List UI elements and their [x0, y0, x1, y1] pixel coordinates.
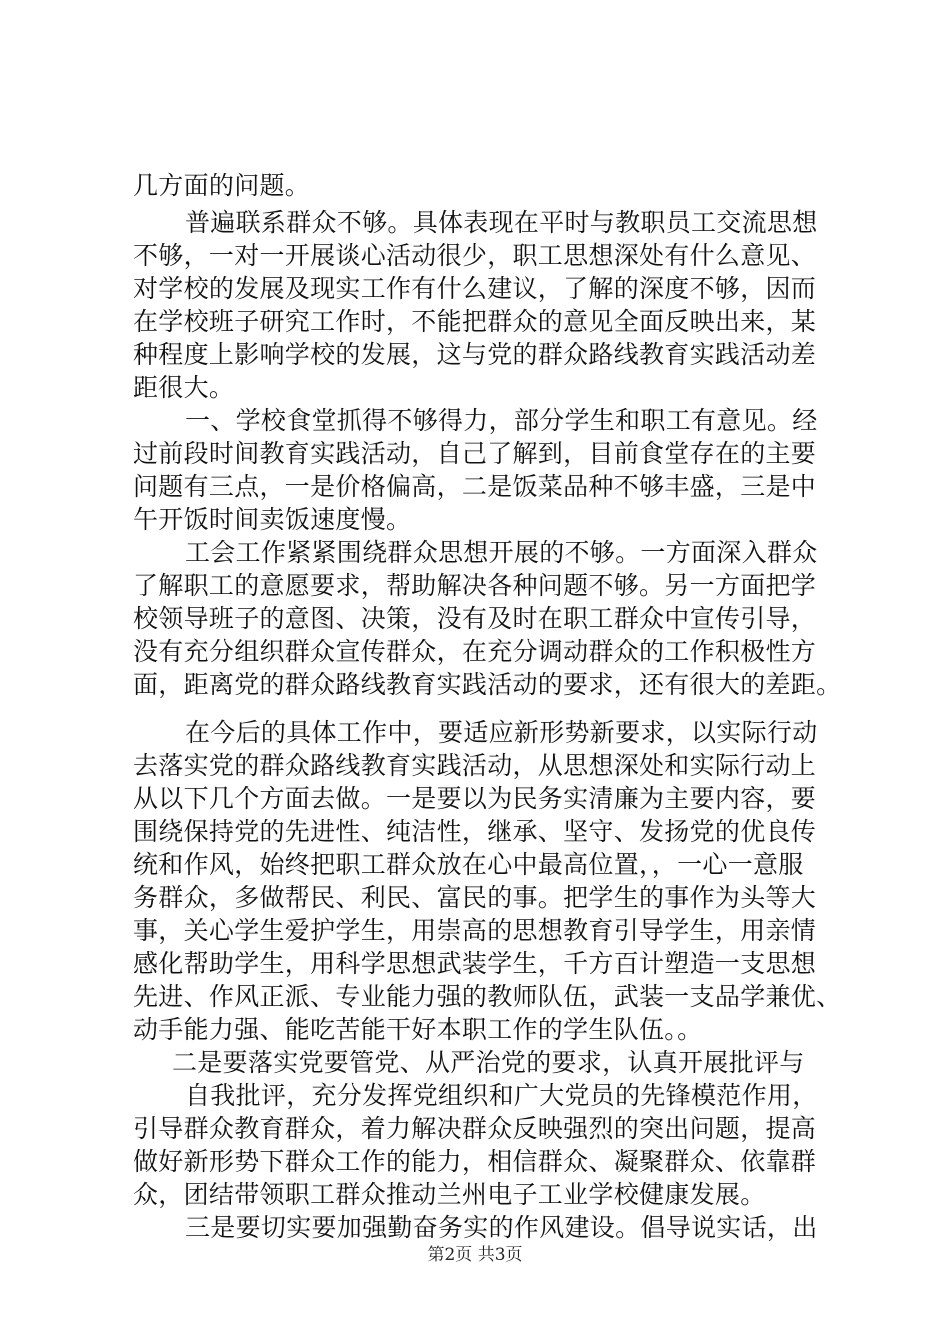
text-line: 面，距离党的群众路线教育实践活动的要求，还有很大的差距。 — [133, 670, 842, 699]
text-line: 去落实党的群众路线教育实践活动，从思想深处和实际行动上 — [133, 751, 817, 780]
text-line: 自我批评，充分发挥党组织和广大党员的先锋模范作用， — [185, 1081, 818, 1110]
text-line: 务群众，多做帮民、利民、富民的事。把学生的事作为头等大 — [133, 883, 817, 912]
text-line: 了解职工的意愿要求，帮助解决各种问题不够。另一方面把学 — [133, 571, 817, 600]
text-line: 问题有三点，一是价格偏高，二是饭菜品种不够丰盛，三是中 — [133, 472, 817, 501]
text-line: 事，关心学生爱护学生，用崇高的思想教育引导学生，用亲情 — [133, 916, 817, 945]
text-line: 午开饭时间卖饭速度慢。 — [133, 505, 412, 534]
text-line: 动手能力强、能吃苦能干好本职工作的学生队伍。。 — [133, 1015, 703, 1044]
text-line: 没有充分组织群众宣传群众，在充分调动群众的工作积极性方 — [133, 637, 817, 666]
text-line: 距很大。 — [133, 373, 235, 402]
text-line: 工会工作紧紧围绕群众思想开展的不够。一方面深入群众 — [185, 538, 818, 567]
text-line: 二是要落实党要管党、从严治党的要求，认真开展批评与 — [172, 1048, 805, 1077]
text-line: 一、学校食堂抓得不够得力，部分学生和职工有意见。经 — [185, 406, 818, 435]
text-line: 不够，一对一开展谈心活动很少，职工思想深处有什么意见、 — [133, 241, 817, 270]
text-line: 过前段时间教育实践活动，自己了解到，目前食堂存在的主要 — [133, 439, 817, 468]
text-line: 对学校的发展及现实工作有什么建议，了解的深度不够，因而 — [133, 274, 817, 303]
text-line: 几方面的问题。 — [133, 171, 311, 200]
text-line: 引导群众教育群众，着力解决群众反映强烈的突出问题，提高 — [133, 1114, 817, 1143]
text-line: 普遍联系群众不够。具体表现在平时与教职员工交流思想 — [185, 208, 818, 237]
text-line: 种程度上影响学校的发展，这与党的群众路线教育实践活动差 — [133, 340, 817, 369]
text-line: 从以下几个方面去做。一是要以为民务实清廉为主要内容，要 — [133, 784, 817, 813]
text-line: 校领导班子的意图、决策，没有及时在职工群众中宣传引导， — [133, 604, 817, 633]
text-line: 在学校班子研究工作时，不能把群众的意见全面反映出来，某 — [133, 307, 817, 336]
text-line: 统和作风，始终把职工群众放在心中最高位置，，一心一意服 — [133, 850, 804, 879]
text-line: 先进、作风正派、专业能力强的教师队伍，武装一支品学兼优、 — [133, 982, 842, 1011]
text-line: 做好新形势下群众工作的能力，相信群众、凝聚群众、依靠群 — [133, 1147, 817, 1176]
text-line: 众，团结带领职工群众推动兰州电子工业学校健康发展。 — [133, 1180, 766, 1209]
text-line: 在今后的具体工作中，要适应新形势新要求，以实际行动 — [185, 718, 818, 747]
text-line: 围绕保持党的先进性、纯洁性，继承、坚守、发扬党的优良传 — [133, 817, 817, 846]
text-line: 三是要切实要加强勤奋务实的作风建设。倡导说实话，出 — [185, 1213, 818, 1242]
page-number-footer: 第2页 共3页 — [427, 1245, 523, 1265]
text-line: 感化帮助学生，用科学思想武装学生，千方百计塑造一支思想 — [133, 949, 817, 978]
